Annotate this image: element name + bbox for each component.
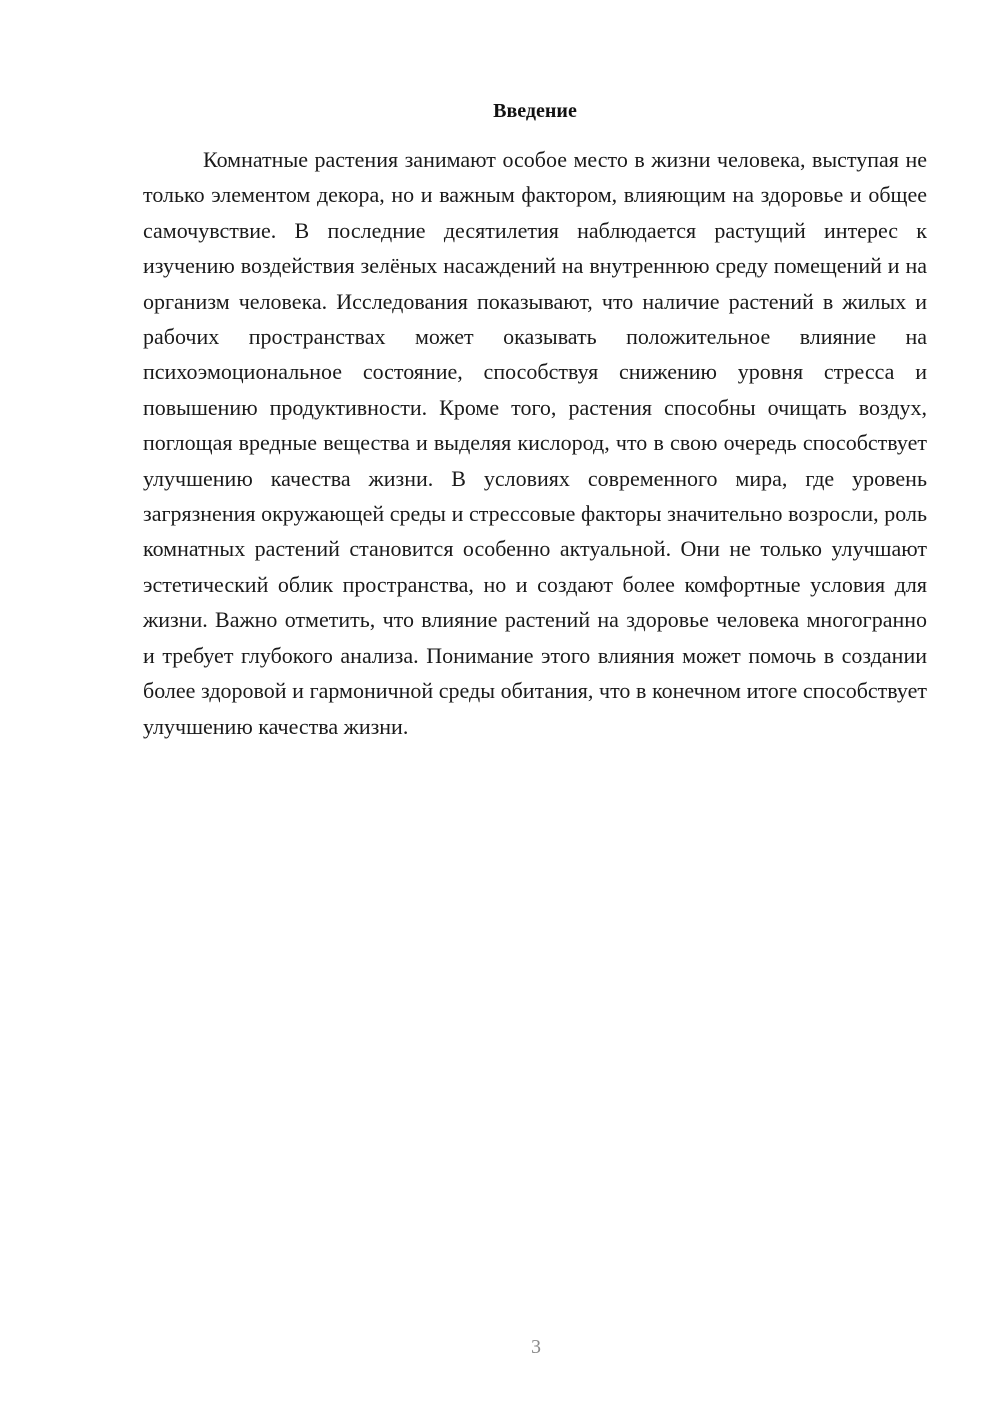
page-number: 3 xyxy=(531,1336,541,1358)
body-paragraph: Комнатные растения занимают особое место в жизни человека, выступая не только элементом декора, но и важным фактором, влияющим на здоровье и общее самочувствие. В последние десятилетия наблюдается растущий интерес к изучению воздействия зелёных насаждений на внутреннюю среду помещений и на организм человека. Исследования показывают, что наличие растений в жилых и рабочих пространствах может оказывать положительное влияние на психоэмоциональное состояние, способствуя снижению уровня стресса и повышению продуктивности. Кроме того, растения способны очищать воздух, поглощая вредные вещества и выделяя кислород, что в свою очередь способствует улучшению качества жизни. В условиях современного мира, где уровень загрязнения окружающей среды и стрессовые факторы значительно возросли, роль комнатных растений становится особенно актуальной. Они не только улучшают эстетический облик пространства, но и создают более комфортные условия для жизни. Важно отметить, что влияние растений на здоровье человека многогранно и требует глубокого анализа. Понимание этого влияния может помочь в создании более здоровой и гармоничной среды обитания, что в конечном итоге способствует улучшению качества жизни. xyxy=(143,147,927,739)
section-heading: Введение xyxy=(493,100,577,122)
